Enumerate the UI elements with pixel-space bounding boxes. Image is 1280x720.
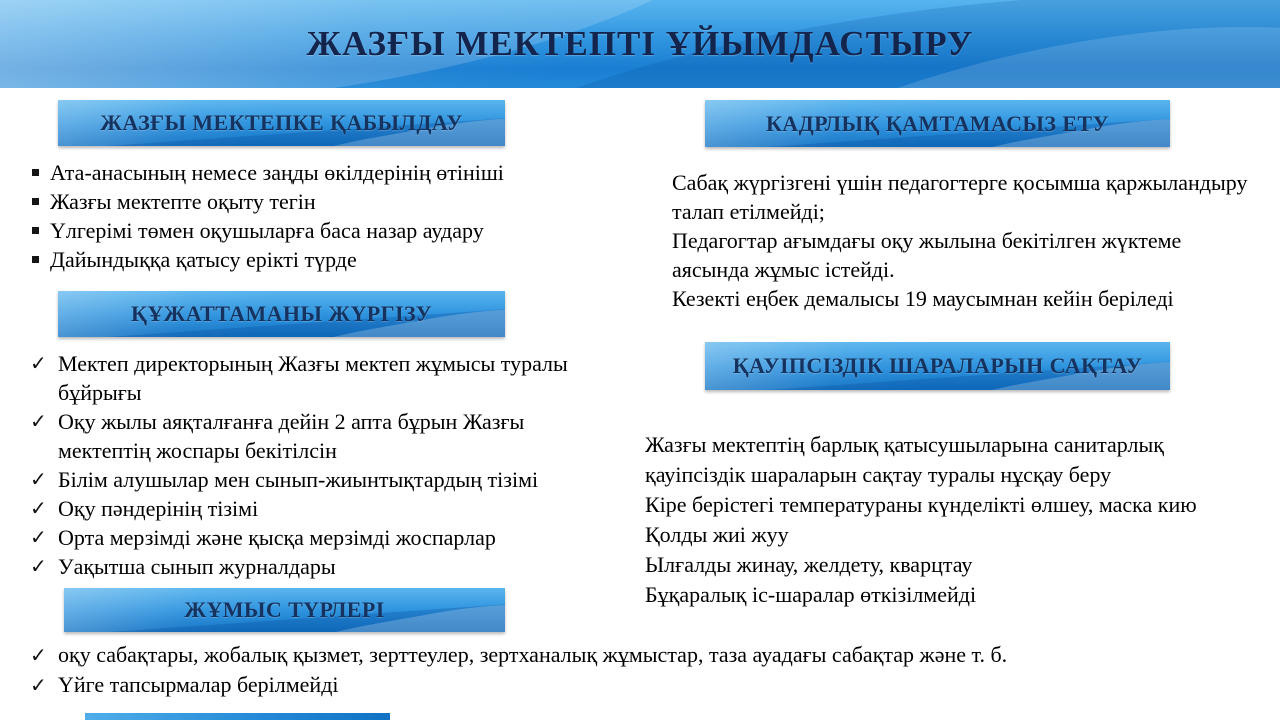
safety-paragraph xyxy=(645,430,1267,610)
list-item xyxy=(30,187,635,216)
section-banner-staffing xyxy=(705,100,1170,147)
admission-bullet-list xyxy=(30,158,635,274)
list-item-text: Уақытша сынып журналдары xyxy=(58,554,336,579)
section-heading-work-types: ЖҰМЫС ТҮРЛЕРІ xyxy=(184,597,385,622)
list-item-text: Оқу пәндерінің тізімі xyxy=(58,496,259,521)
check-icon: ✓ xyxy=(30,643,47,667)
check-icon: ✓ xyxy=(30,554,47,578)
check-icon: ✓ xyxy=(30,409,47,433)
list-item xyxy=(30,465,622,494)
list-item-text: Оқу жылы аяқталғанға дейін 2 апта бұрын Жазғы мектептің жоспары бекітілсін xyxy=(58,409,525,463)
paragraph-line: Кіре берістегі температураны күнделікті өлшеу, маска кию xyxy=(645,492,1197,517)
paragraph-line: Жазғы мектептің барлық қатысушыларына санитарлық қауіпсіздік шараларын сақтау туралы нұсқау беру xyxy=(645,432,1164,487)
section-heading-safety: ҚАУІПСІЗДІК ШАРАЛАРЫН САҚТАУ xyxy=(732,353,1143,378)
paragraph-line: Сабақ жүргізгені үшін педагогтерге қосымша қаржыландыру талап етілмейді; xyxy=(672,170,1248,224)
list-item xyxy=(30,216,635,245)
section-banner-work-types xyxy=(64,588,505,632)
section-banner-safety xyxy=(705,342,1170,390)
check-icon: ✓ xyxy=(30,673,47,697)
list-item-text: Білім алушылар мен сынып-жиынтықтардың тізімі xyxy=(58,467,539,492)
bottom-check-list xyxy=(30,640,1265,700)
check-icon: ✓ xyxy=(30,525,47,549)
check-icon: ✓ xyxy=(30,351,47,375)
paragraph-line: Кезекті еңбек демалысы 19 маусымнан кейін беріледі xyxy=(672,286,1174,311)
slide-title: ЖАЗҒЫ МЕКТЕПТІ ҰЙЫМДАСТЫРУ xyxy=(306,24,974,63)
bottom-accent-bar xyxy=(85,713,390,720)
list-item-text: Орта мерзімді және қысқа мерзімді жоспарлар xyxy=(58,525,496,550)
list-item-text: Мектеп директорының Жазғы мектеп жұмысы туралы бұйрығы xyxy=(58,351,568,405)
list-item-text: Жазғы мектепте оқыту тегін xyxy=(50,189,316,214)
list-item-text: Ата-анасының немесе заңды өкілдерінің өтініші xyxy=(50,160,504,185)
section-banner-documentation xyxy=(58,291,505,337)
section-heading-documentation: ҚҰЖАТТАМАНЫ ЖҮРГІЗУ xyxy=(130,301,432,326)
square-bullet-icon xyxy=(32,169,39,176)
list-item xyxy=(30,494,622,523)
staffing-paragraph xyxy=(672,168,1250,313)
list-item-text: Үйге тапсырмалар берілмейді xyxy=(58,672,339,697)
documentation-check-list xyxy=(30,349,622,581)
section-heading-staffing: КАДРЛЫҚ ҚАМТАМАСЫЗ ЕТУ xyxy=(765,110,1110,136)
list-item xyxy=(30,245,635,274)
check-icon: ✓ xyxy=(30,496,47,520)
list-item xyxy=(30,407,622,465)
list-item xyxy=(30,349,622,407)
list-item xyxy=(30,670,1265,700)
list-item xyxy=(30,523,622,552)
paragraph-line: Ылғалды жинау, желдету, кварцтау xyxy=(645,552,973,577)
slide-header-banner xyxy=(0,0,1280,88)
list-item xyxy=(30,552,622,581)
section-heading-admission: ЖАЗҒЫ МЕКТЕПКЕ ҚАБЫЛДАУ xyxy=(100,110,463,135)
list-item-text: Үлгерімі төмен оқушыларға баса назар аудару xyxy=(50,218,484,243)
square-bullet-icon xyxy=(32,256,39,263)
paragraph-line: Қолды жиі жуу xyxy=(645,522,789,547)
square-bullet-icon xyxy=(32,198,39,205)
list-item-text: оқу сабақтары, жобалық қызмет, зерттеулер, зертханалық жұмыстар, таза ауадағы сабақтар және т. б. xyxy=(58,642,1008,667)
paragraph-line: Бұқаралық іс-шаралар өткізілмейді xyxy=(645,582,977,607)
square-bullet-icon xyxy=(32,227,39,234)
check-icon: ✓ xyxy=(30,467,47,491)
list-item xyxy=(30,640,1265,670)
list-item xyxy=(30,158,635,187)
section-banner-admission xyxy=(58,100,505,146)
list-item-text: Дайындыққа қатысу ерікті түрде xyxy=(50,247,357,272)
paragraph-line: Педагогтар ағымдағы оқу жылына бекітілген жүктеме аясында жұмыс істейді. xyxy=(672,228,1182,282)
